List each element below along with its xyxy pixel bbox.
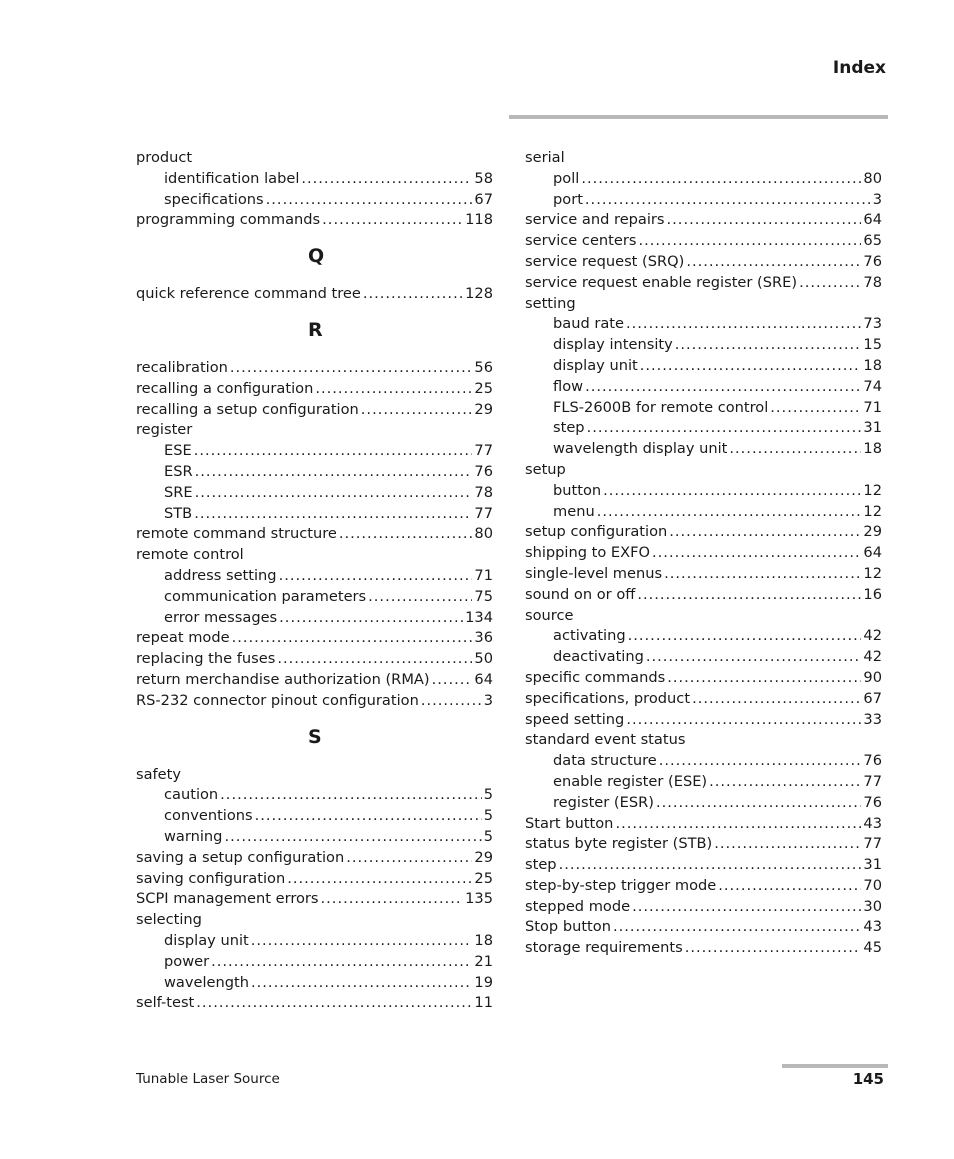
page-reference: 31	[863, 419, 882, 437]
page-reference: 71	[863, 398, 882, 416]
page-reference: 42	[863, 648, 882, 666]
index-term: data structure	[553, 752, 657, 770]
dot-leader	[585, 190, 871, 211]
dot-leader	[194, 441, 473, 462]
page-reference: 50	[474, 650, 493, 668]
index-term: baud rate	[553, 315, 625, 333]
index-term: sound on or off	[525, 585, 636, 603]
index-subentry	[525, 190, 882, 211]
page-reference: 25	[474, 869, 493, 887]
index-term: setup	[525, 460, 566, 478]
page-reference: 12	[863, 481, 882, 499]
dot-leader	[587, 418, 862, 439]
index-entry	[136, 400, 493, 421]
index-term: register	[136, 421, 193, 439]
index-subentry	[525, 356, 882, 377]
index-term: display unit	[553, 356, 638, 374]
index-term: product	[136, 149, 193, 166]
dot-leader	[638, 231, 861, 252]
page-reference: 12	[863, 502, 882, 520]
index-subentry	[525, 335, 882, 356]
index-term: setting	[525, 294, 576, 312]
index-term: standard event status	[525, 731, 686, 749]
dot-leader	[315, 379, 472, 400]
page-reference: 16	[863, 585, 882, 603]
page-reference: 5	[483, 807, 493, 825]
index-term: setup configuration	[525, 523, 668, 541]
index-subentry	[136, 973, 493, 994]
index-subentry	[525, 398, 882, 419]
page-reference: 134	[465, 608, 493, 626]
index-term: stepped mode	[525, 897, 631, 915]
index-term: status byte register (STB)	[525, 835, 713, 853]
dot-leader	[232, 628, 473, 649]
dot-leader	[626, 710, 861, 731]
page-reference: 19	[474, 973, 493, 991]
page-reference: 90	[863, 668, 882, 686]
page-reference: 11	[474, 994, 493, 1012]
index-entry	[136, 869, 493, 890]
index-term: source	[525, 606, 574, 624]
footer-page-number: 145	[852, 1070, 884, 1088]
page-reference: 77	[863, 772, 882, 790]
dot-leader	[339, 524, 473, 545]
index-term: speed setting	[525, 710, 625, 728]
index-subentry	[136, 169, 493, 190]
index-column-right	[525, 148, 882, 959]
index-entry	[525, 210, 882, 231]
dot-leader	[255, 806, 482, 827]
index-term: step	[553, 419, 585, 437]
page-reference: 36	[474, 629, 493, 647]
page-reference: 30	[863, 897, 882, 915]
dot-leader	[368, 587, 472, 608]
index-entry	[136, 148, 493, 169]
dot-leader	[195, 483, 473, 504]
index-term: saving configuration	[136, 869, 286, 887]
index-term: menu	[553, 502, 595, 520]
header-rule	[509, 115, 888, 119]
dot-leader	[652, 543, 861, 564]
index-subentry	[525, 418, 882, 439]
index-term: specifications, product	[525, 689, 691, 707]
index-subentry	[136, 806, 493, 827]
dot-leader	[301, 169, 472, 190]
index-term: communication parameters	[164, 587, 367, 605]
index-entry	[525, 273, 882, 294]
index-term: service request (SRQ)	[525, 252, 685, 270]
index-entry	[136, 765, 493, 786]
index-column-left	[136, 148, 493, 1014]
page-reference: 56	[474, 358, 493, 376]
page-reference: 128	[465, 285, 493, 303]
dot-leader	[559, 855, 862, 876]
page-reference: 58	[474, 169, 493, 187]
index-term: step	[525, 856, 557, 874]
page-reference: 78	[474, 483, 493, 501]
index-subentry	[525, 751, 882, 772]
index-entry	[525, 897, 882, 918]
page-reference: 78	[863, 273, 882, 291]
index-term: service centers	[525, 232, 637, 250]
page-reference: 76	[863, 793, 882, 811]
index-term: return merchandise authorization (RMA)	[136, 670, 430, 688]
dot-leader	[667, 210, 862, 231]
index-subentry	[136, 566, 493, 587]
index-term: specific commands	[525, 668, 666, 686]
index-term: quick reference command tree	[136, 285, 361, 303]
index-term: replacing the fuses	[136, 650, 276, 668]
page-reference: 18	[863, 440, 882, 458]
index-term: wavelength display unit	[553, 440, 728, 458]
index-entry	[525, 876, 882, 897]
page-reference: 77	[863, 835, 882, 853]
index-term: programming commands	[136, 211, 321, 229]
dot-leader	[322, 210, 463, 231]
index-entry	[525, 585, 882, 606]
dot-leader	[432, 670, 473, 691]
index-subentry	[525, 377, 882, 398]
index-entry	[525, 460, 882, 481]
dot-leader	[266, 190, 473, 211]
dot-leader	[251, 931, 473, 952]
index-term: poll	[553, 169, 580, 187]
index-term: SCPI management errors	[136, 890, 319, 908]
index-entry	[136, 691, 493, 712]
page-reference: 45	[863, 939, 882, 957]
index-term: warning	[164, 827, 223, 845]
dot-leader	[581, 169, 861, 190]
index-term: wavelength	[164, 973, 250, 991]
index-term: Stop button	[525, 918, 611, 936]
index-entry	[136, 524, 493, 545]
dot-leader	[603, 481, 861, 502]
index-entry	[525, 522, 882, 543]
index-subentry	[525, 439, 882, 460]
page-reference: 42	[863, 627, 882, 645]
dot-leader	[585, 377, 861, 398]
page-reference: 75	[474, 587, 493, 605]
dot-leader	[637, 585, 861, 606]
dot-leader	[251, 973, 472, 994]
index-entry	[525, 148, 882, 169]
page-reference: 3	[483, 691, 493, 709]
index-entry	[136, 670, 493, 691]
index-entry	[136, 628, 493, 649]
index-term: button	[553, 481, 602, 499]
index-term: shipping to EXFO	[525, 544, 651, 562]
index-entry	[136, 545, 493, 566]
page-reference: 43	[863, 918, 882, 936]
page-reference: 25	[474, 379, 493, 397]
index-term: register (ESR)	[553, 793, 654, 811]
dot-leader	[613, 917, 861, 938]
index-term: SRE	[164, 483, 193, 501]
dot-leader	[363, 284, 463, 305]
index-subentry	[525, 481, 882, 502]
index-term: deactivating	[553, 648, 644, 666]
index-entry	[525, 543, 882, 564]
index-term: repeat mode	[136, 629, 230, 647]
index-term: error messages	[164, 608, 278, 626]
page-reference: 76	[474, 462, 493, 480]
dot-leader	[632, 897, 861, 918]
index-entry	[136, 993, 493, 1014]
index-subentry	[136, 827, 493, 848]
index-term: display unit	[164, 931, 249, 949]
index-subentry	[525, 314, 882, 335]
page-reference: 31	[863, 856, 882, 874]
page-reference: 71	[474, 566, 493, 584]
dot-leader	[279, 566, 473, 587]
page-reference: 18	[474, 931, 493, 949]
index-term: Start button	[525, 814, 614, 832]
page-reference: 12	[863, 564, 882, 582]
dot-leader	[346, 848, 472, 869]
index-entry	[525, 855, 882, 876]
page-reference: 73	[863, 315, 882, 333]
index-term: selecting	[136, 911, 202, 929]
index-entry	[525, 668, 882, 689]
dot-leader	[640, 356, 862, 377]
index-subentry	[136, 504, 493, 525]
dot-leader	[421, 691, 482, 712]
section-letter-heading: S	[308, 725, 322, 748]
index-entry	[136, 210, 493, 231]
index-subentry	[136, 587, 493, 608]
page-reference: 64	[863, 544, 882, 562]
index-entry	[136, 420, 493, 441]
dot-leader	[287, 869, 472, 890]
index-term: caution	[164, 786, 219, 804]
dot-leader	[224, 827, 481, 848]
index-entry	[136, 379, 493, 400]
index-term: recalibration	[136, 358, 228, 376]
index-term: STB	[164, 504, 193, 522]
index-term: ESR	[164, 462, 193, 480]
page-reference: 29	[474, 400, 493, 418]
index-term: recalling a configuration	[136, 379, 314, 397]
dot-leader	[196, 993, 472, 1014]
index-term: step-by-step trigger mode	[525, 876, 717, 894]
index-subentry	[136, 462, 493, 483]
dot-leader	[685, 938, 862, 959]
dot-leader	[195, 462, 473, 483]
page-reference: 5	[483, 786, 493, 804]
dot-leader	[194, 504, 472, 525]
index-term: identification label	[164, 169, 300, 187]
index-term: flow	[553, 377, 584, 395]
dot-leader	[646, 647, 862, 668]
page-reference: 77	[474, 504, 493, 522]
index-entry	[525, 294, 882, 315]
index-term: service and repairs	[525, 211, 665, 229]
dot-leader	[667, 668, 861, 689]
page-reference: 77	[474, 442, 493, 460]
index-subentry	[136, 190, 493, 211]
page-reference: 29	[863, 523, 882, 541]
dot-leader	[770, 398, 861, 419]
index-term: power	[164, 952, 210, 970]
page-reference: 64	[863, 211, 882, 229]
index-subentry	[136, 931, 493, 952]
dot-leader	[686, 252, 861, 273]
index-entry	[525, 689, 882, 710]
index-term: FLS-2600B for remote control	[553, 398, 769, 416]
page-reference: 43	[863, 814, 882, 832]
page-reference: 74	[863, 377, 882, 395]
page-reference: 21	[474, 952, 493, 970]
index-term: address setting	[164, 566, 277, 584]
page-reference: 80	[474, 525, 493, 543]
page-reference: 67	[863, 689, 882, 707]
dot-leader	[277, 649, 472, 670]
index-subentry	[136, 441, 493, 462]
page-reference: 64	[474, 670, 493, 688]
index-term: storage requirements	[525, 939, 683, 957]
index-entry	[136, 848, 493, 869]
running-header-title: Index	[832, 58, 886, 78]
section-letter-heading: R	[308, 318, 323, 341]
index-entry	[136, 284, 493, 305]
index-entry	[525, 710, 882, 731]
index-subentry	[136, 608, 493, 629]
index-subentry	[525, 626, 882, 647]
index-term: safety	[136, 765, 182, 783]
footer-rule	[782, 1064, 888, 1068]
dot-leader	[659, 751, 862, 772]
page-reference: 15	[863, 336, 882, 354]
page-reference: 70	[863, 876, 882, 894]
dot-leader	[279, 608, 463, 629]
index-term: RS-232 connector pinout configuration	[136, 691, 419, 709]
index-entry	[525, 231, 882, 252]
dot-leader	[230, 358, 473, 379]
index-subentry	[525, 169, 882, 190]
index-term: port	[553, 190, 583, 208]
dot-leader	[729, 439, 861, 460]
index-term: service request enable register (SRE)	[525, 273, 798, 291]
dot-leader	[656, 793, 861, 814]
index-entry	[525, 564, 882, 585]
dot-leader	[718, 876, 861, 897]
index-subentry	[136, 785, 493, 806]
dot-leader	[615, 814, 861, 835]
index-term: recalling a setup configuration	[136, 400, 359, 418]
index-term: self-test	[136, 994, 195, 1012]
dot-leader	[799, 273, 861, 294]
index-term: specifications	[164, 190, 264, 208]
page-reference: 67	[474, 190, 493, 208]
index-subentry	[525, 502, 882, 523]
dot-leader	[597, 502, 862, 523]
index-term: ESE	[164, 442, 192, 460]
dot-leader	[628, 626, 862, 647]
index-entry	[525, 252, 882, 273]
page-reference: 3	[872, 190, 882, 208]
dot-leader	[664, 564, 861, 585]
dot-leader	[675, 335, 862, 356]
dot-leader	[692, 689, 861, 710]
index-entry	[136, 649, 493, 670]
index-subentry	[525, 647, 882, 668]
dot-leader	[321, 889, 464, 910]
dot-leader	[714, 834, 861, 855]
section-letter-heading: Q	[308, 245, 325, 268]
index-entry	[525, 606, 882, 627]
dot-leader	[220, 785, 482, 806]
index-term: conventions	[164, 807, 253, 825]
dot-leader	[626, 314, 861, 335]
index-entry	[136, 889, 493, 910]
index-term: single-level menus	[525, 564, 663, 582]
dot-leader	[669, 522, 861, 543]
index-subentry	[525, 772, 882, 793]
page-reference: 29	[474, 848, 493, 866]
index-term: remote control	[136, 546, 244, 564]
index-subentry	[136, 952, 493, 973]
index-entry	[136, 910, 493, 931]
index-entry	[525, 938, 882, 959]
index-entry	[525, 814, 882, 835]
index-term: activating	[553, 627, 626, 645]
index-entry	[136, 358, 493, 379]
dot-leader	[709, 772, 861, 793]
index-term: display intensity	[553, 336, 673, 354]
index-subentry	[136, 483, 493, 504]
page-reference: 76	[863, 252, 882, 270]
page-reference: 33	[863, 710, 882, 728]
index-term: remote command structure	[136, 525, 337, 543]
page-reference: 5	[483, 827, 493, 845]
index-entry	[525, 730, 882, 751]
index-term: enable register (ESE)	[553, 772, 708, 790]
index-term: serial	[525, 149, 565, 166]
page-reference: 80	[863, 169, 882, 187]
index-term: saving a setup configuration	[136, 848, 345, 866]
page-reference: 118	[465, 211, 493, 229]
index-subentry	[525, 793, 882, 814]
page-reference: 65	[863, 232, 882, 250]
page-reference: 135	[465, 890, 493, 908]
dot-leader	[361, 400, 473, 421]
page-reference: 18	[863, 356, 882, 374]
index-entry	[525, 917, 882, 938]
dot-leader	[211, 952, 472, 973]
index-entry	[525, 834, 882, 855]
page-reference: 76	[863, 752, 882, 770]
footer-document-title: Tunable Laser Source	[136, 1071, 280, 1087]
